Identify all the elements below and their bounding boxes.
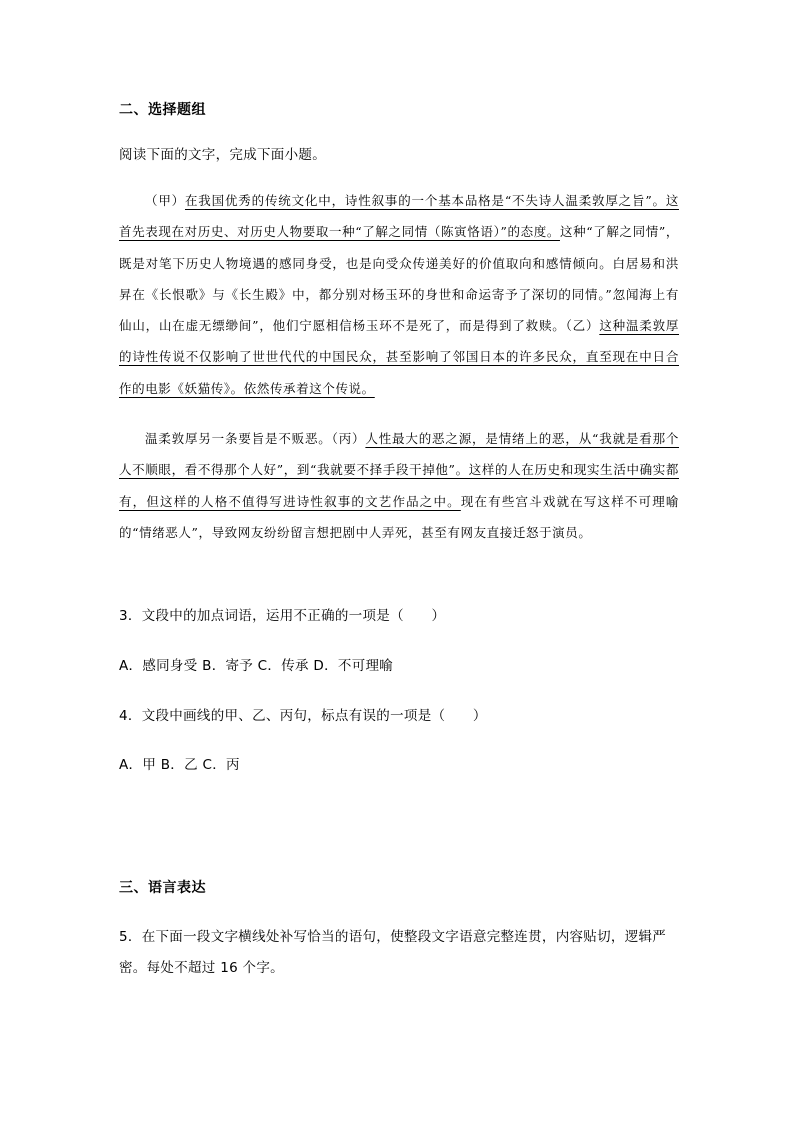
underlined-sentence: 这种温柔敦厚的诗性传说不仅影响了世世代代的中国民众，甚至影响了邻国日本的许多民众，直至现在中日合作的电影《妖猫传》。依然传承着这个传说。 [119, 318, 679, 396]
question-4-stem: 4．文段中画线的甲、乙、丙句，标点有误的一项是（ ） [119, 708, 487, 724]
question-3-options: A．感同身受 B．寄予 C．传承 D．不可理喻 [119, 658, 394, 674]
passage-paragraph-1 [119, 185, 679, 404]
passage-text: （甲） [145, 193, 185, 208]
section-heading-2: 二、选择题组 [119, 102, 206, 118]
passage-text: 这种“了解之同情”，既是对笔下历史人物境遇的感同身受，也是向受众传递美好的价值取向和感情倾向。白居易和洪昇在《长恨歌》与《长生殿》中，都分别对杨玉环的身世和命运寄予了深切的同情。”忽闻海上有仙山，山在虚无缥缈间”，他们宁愿相信杨玉环不是死了，而是得到了救赎。（乙） [119, 224, 679, 334]
underlined-sentence: 人性最大的恶之源，是情绪上的恶，从“我就是看那个人不顺眼，看不得那个人好”，到“我就要不择手段干掉他”。这样的人在历史和现实生活中确实都有，但这样的人格不值得写进诗性叙事的文艺作品之中。 [119, 431, 680, 509]
question-5-stem: 5．在下面一段文字横线处补写恰当的语句，使整段文字语意完整连贯，内容贴切，逻辑严密。每处不超过 16 个字。 [119, 929, 667, 976]
section-heading-3: 三、语言表达 [119, 880, 206, 896]
reading-instruction: 阅读下面的文字，完成下面小题。 [119, 147, 326, 163]
passage-text: 温柔敦厚另一条要旨是不贩恶。（丙） [145, 431, 366, 446]
question-4-options: A．甲 B．乙 C．丙 [119, 757, 240, 773]
underlined-sentence: 在我国优秀的传统文化中，诗性叙事的一个基本品格是“不失诗人温柔敦厚之旨”。这首先表现在对历史、对历史人物要取一种“了解之同情（陈寅恪语）”的态度。 [119, 193, 679, 240]
passage-paragraph-2 [119, 423, 679, 548]
question-3-stem: 3．文段中的加点词语，运用不正确的一项是（ ） [119, 608, 446, 624]
passage-text: 现在有些宫斗戏就在写这样不可理喻的“情绪恶人”，导致网友纷纷留言想把剧中人弄死，甚至有网友直接迁怒于演员。 [119, 493, 679, 540]
